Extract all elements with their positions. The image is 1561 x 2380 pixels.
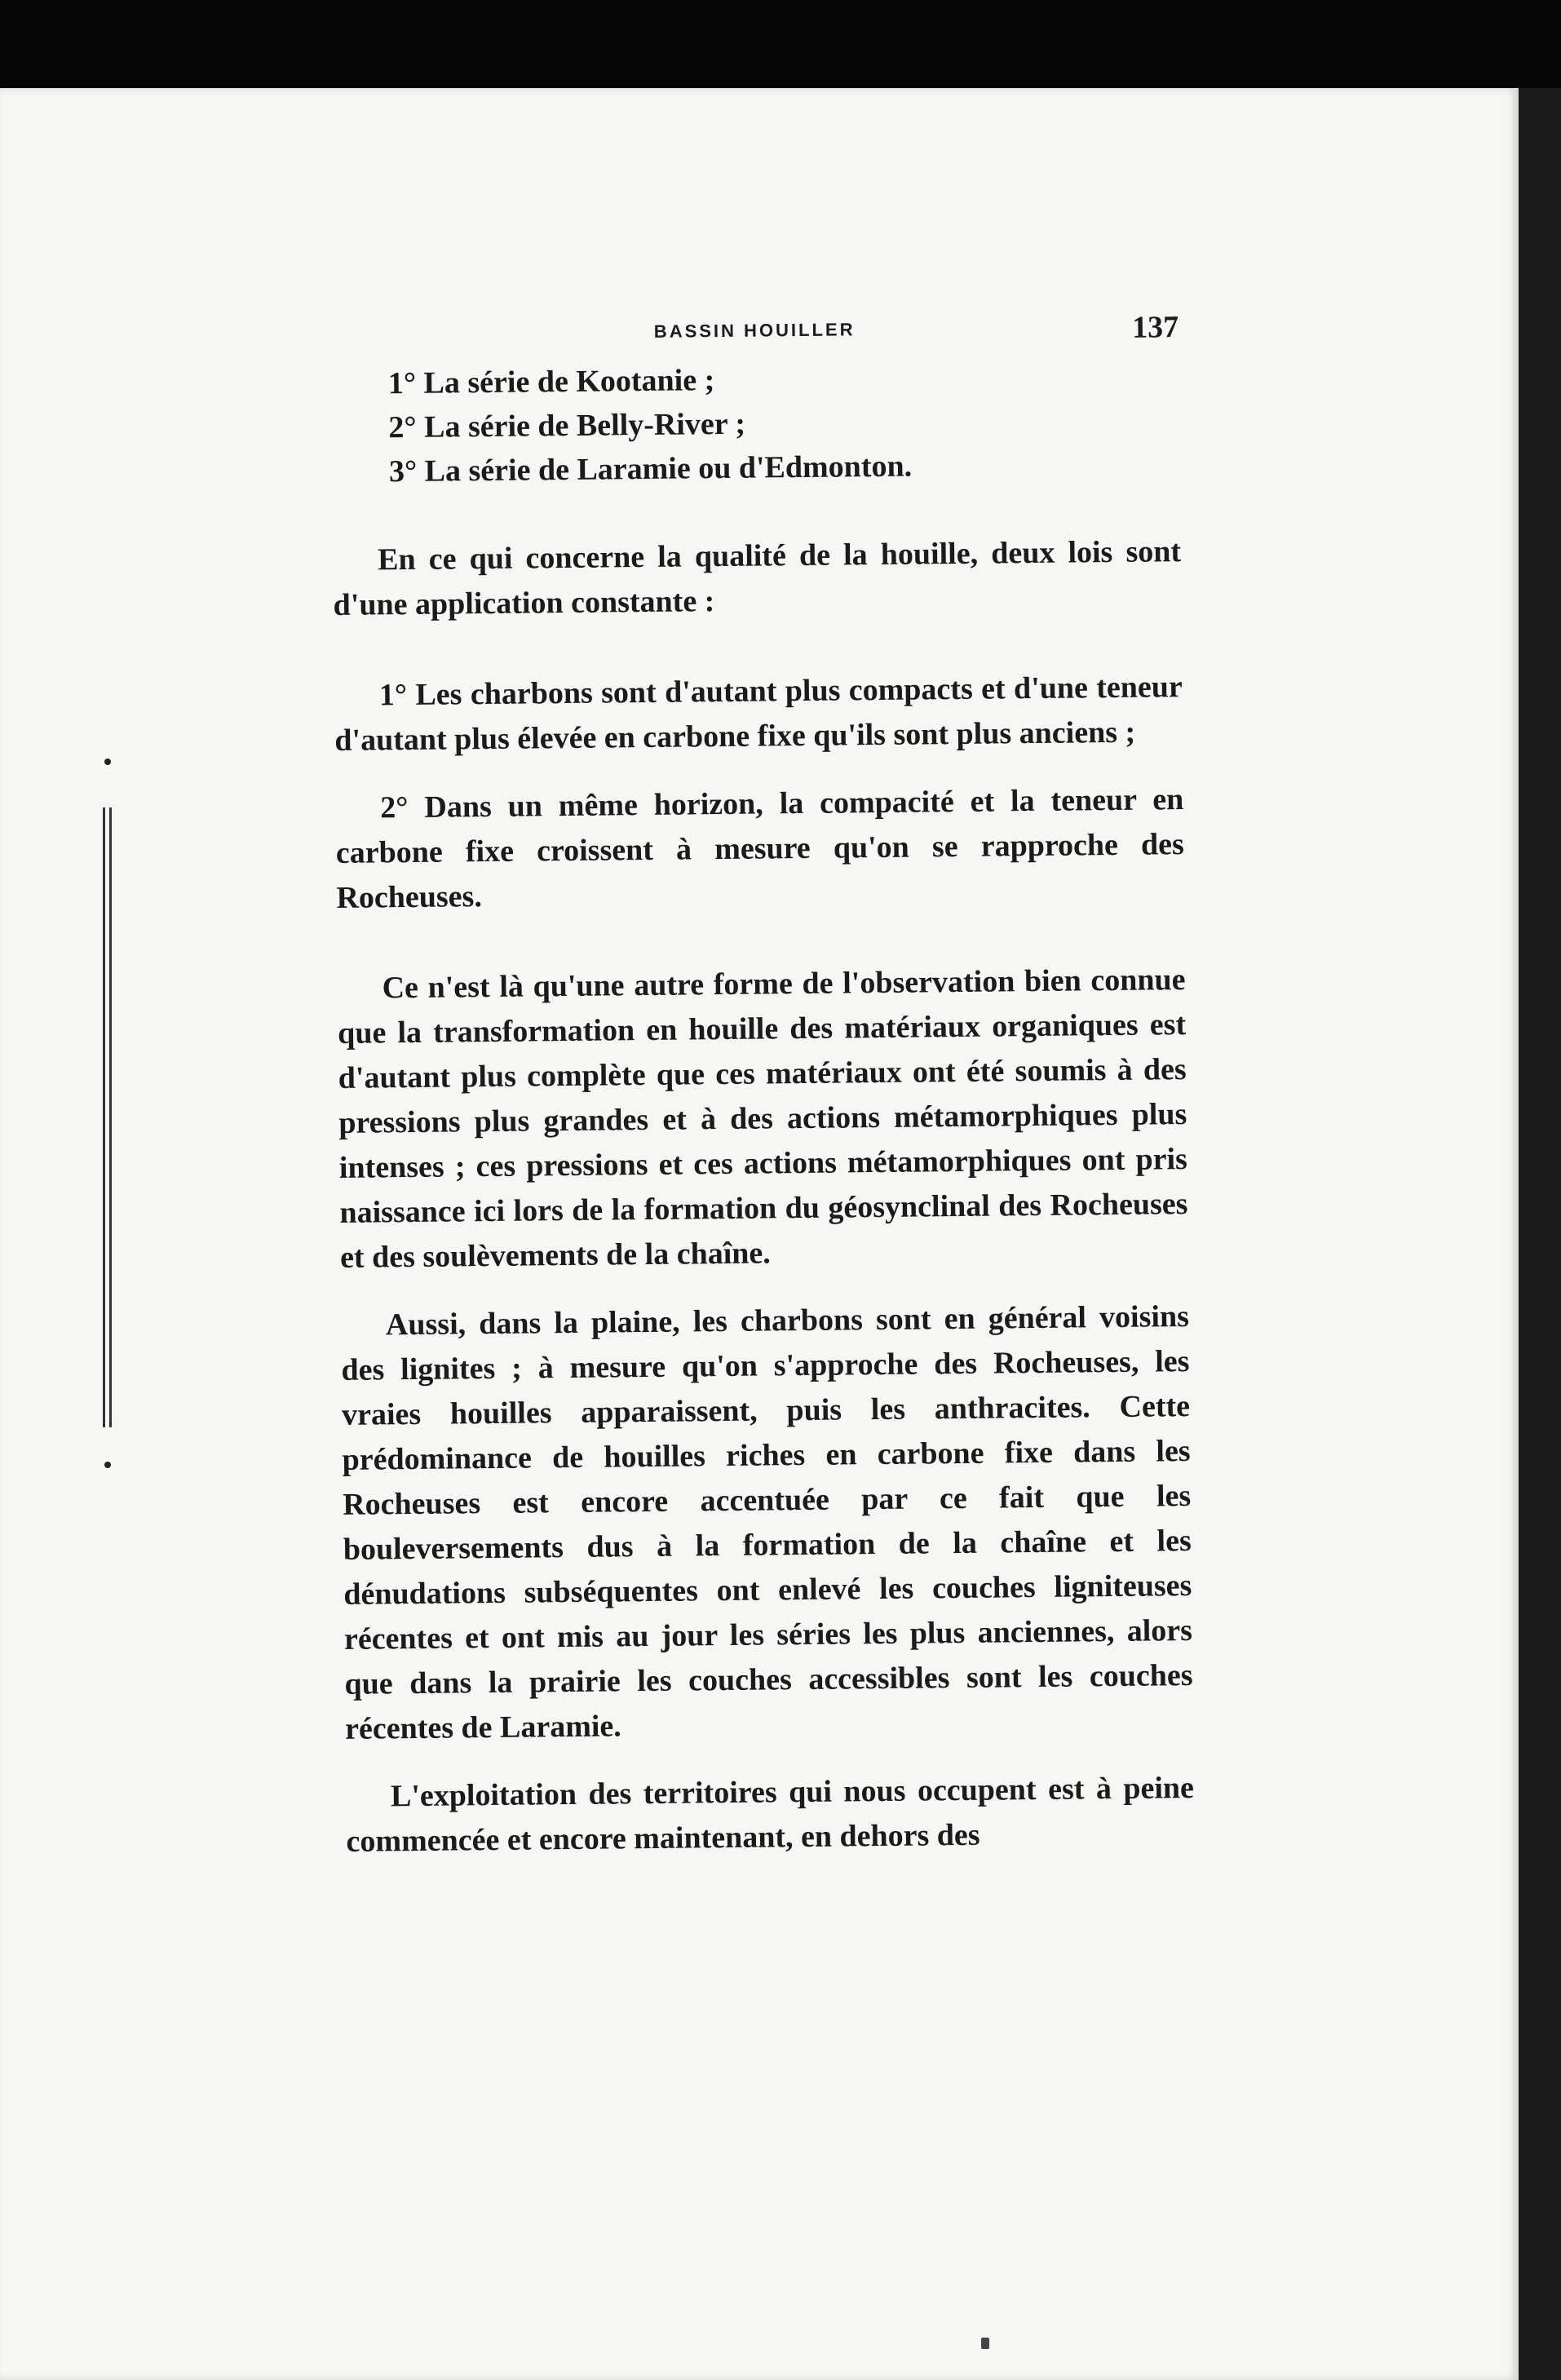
paragraph-plain: Aussi, dans la plaine, les charbons sont en général voisins des lignites ; à mesure qu'on s'approche des Rocheuses, les vraies houilles apparaissent, puis les anthracites. Cette prédominance de houilles riches en carbone fixe dans les Rocheuses est encore accentuée par ce fait que les bouleversements dus à la formation de la chaîne et les dénudations subséquentes ont enlevé les couches ligniteuses récentes et ont mis au jour les séries les plus anciennes, alors que dans la prairie les couches accessibles sont les couches récentes de Laramie.: [341, 1299, 1193, 1746]
page-number: 137: [1131, 310, 1179, 345]
margin-line-inner: [109, 807, 112, 1427]
list-item: 3° La série de Laramie ou d'Edmonton.: [388, 449, 913, 489]
running-title: BASSIN HOUILLER: [653, 319, 856, 342]
page-edge-shadow: [1519, 88, 1561, 2380]
paragraph-law-1: 1° Les charbons sont d'autant plus compacts et d'une teneur d'autant plus élevée en carbone fixe qu'ils sont plus anciens ;: [334, 670, 1183, 758]
paragraph-observation: Ce n'est là qu'une autre forme de l'observation bien connue que la transformation en houille des matériaux organiques est d'autant plus complète que ces matériaux ont été soumis à des pressions plus grandes et à des actions métamorphiques plus intenses ; ces pressions et ces actions métamorphiques ont pris naissance ici lors de la formation du géosynclinal des Rocheuses et des soulèvements de la chaîne.: [337, 962, 1188, 1275]
scan-speck: [981, 2338, 989, 2349]
paragraph-law-2: 2° Dans un même horizon, la compacité et la teneur en carbone fixe croissent à mesure qu'on se rapproche des Rocheuses.: [335, 782, 1185, 915]
list-item: 2° La série de Belly-River ;: [388, 406, 746, 445]
page-header: [330, 309, 1179, 364]
series-list: [331, 355, 1181, 493]
margin-dot-top: [104, 759, 111, 765]
margin-bracket-mark: [88, 759, 121, 1476]
list-item: 1° La série de Kootanie ;: [387, 363, 715, 401]
margin-dot-bottom: [104, 1462, 111, 1468]
page-text-block: [330, 309, 1195, 1865]
paragraph-intro: En ce qui concerne la qualité de la houille, deux lois sont d'une application constante :: [333, 534, 1182, 622]
margin-line-outer: [103, 807, 105, 1427]
paragraph-exploitation: L'exploitation des territoires qui nous occupent est à peine commencée et encore maintenant, en dehors des: [346, 1771, 1195, 1859]
